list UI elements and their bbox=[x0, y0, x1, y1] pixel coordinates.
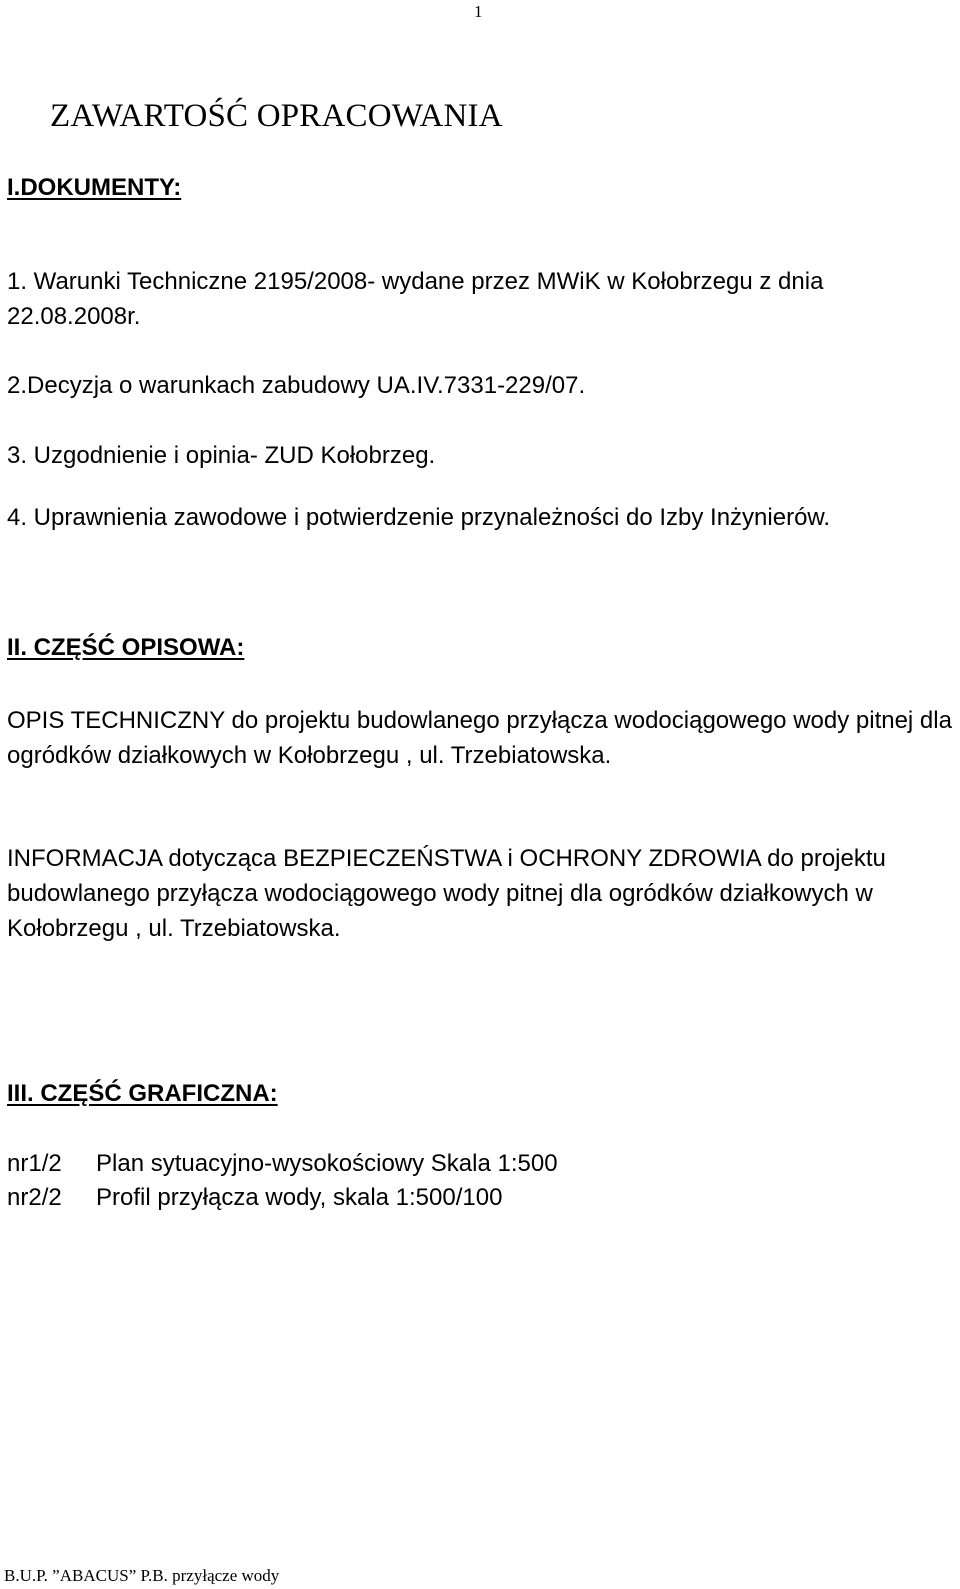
page-number: 1 bbox=[474, 2, 483, 21]
document-title: ZAWARTOŚĆ OPRACOWANIA bbox=[50, 98, 503, 134]
drawing-number: nr1/2 bbox=[7, 1150, 62, 1177]
drawing-number: nr2/2 bbox=[7, 1184, 62, 1211]
drawing-description: Profil przyłącza wody, skala 1:500/100 bbox=[96, 1184, 503, 1211]
informacja-bioz-paragraph: INFORMACJA dotycząca BEZPIECZEŃSTWA i OCHRONY ZDROWIA do projektu budowlanego przyłącza wodociągowego wody pitnej dla ogródków działkowych w Kołobrzegu , ul. Trzebiatowska. bbox=[7, 845, 886, 942]
document-list-item: 3. Uzgodnienie i opinia- ZUD Kołobrzeg. bbox=[7, 442, 436, 469]
drawing-list-item bbox=[7, 1181, 502, 1215]
page-footer: B.U.P. ”ABACUS” P.B. przyłącze wody bbox=[4, 1566, 280, 1585]
drawing-description: Plan sytuacyjno-wysokościowy Skala 1:500 bbox=[96, 1150, 558, 1177]
document-list-item: 4. Uprawnienia zawodowe i potwierdzenie przynależności do Izby Inżynierów. bbox=[7, 504, 831, 531]
section-heading-dokumenty: I.DOKUMENTY: bbox=[7, 174, 182, 201]
opis-techniczny-paragraph: OPIS TECHNICZNY do projektu budowlanego przyłącza wodociągowego wody pitnej dla ogródków działkowych w Kołobrzegu , ul. Trzebiatowska. bbox=[7, 707, 952, 769]
document-list-item: 2.Decyzja o warunkach zabudowy UA.IV.7331-229/07. bbox=[7, 372, 586, 399]
drawing-list-item bbox=[7, 1147, 558, 1181]
section-heading-graficzna: III. CZĘŚĆ GRAFICZNA: bbox=[7, 1080, 278, 1107]
document-list-item: 1. Warunki Techniczne 2195/2008- wydane przez MWiK w Kołobrzegu z dnia 22.08.2008r. bbox=[7, 268, 824, 330]
section-heading-opisowa: II. CZĘŚĆ OPISOWA: bbox=[7, 634, 245, 661]
